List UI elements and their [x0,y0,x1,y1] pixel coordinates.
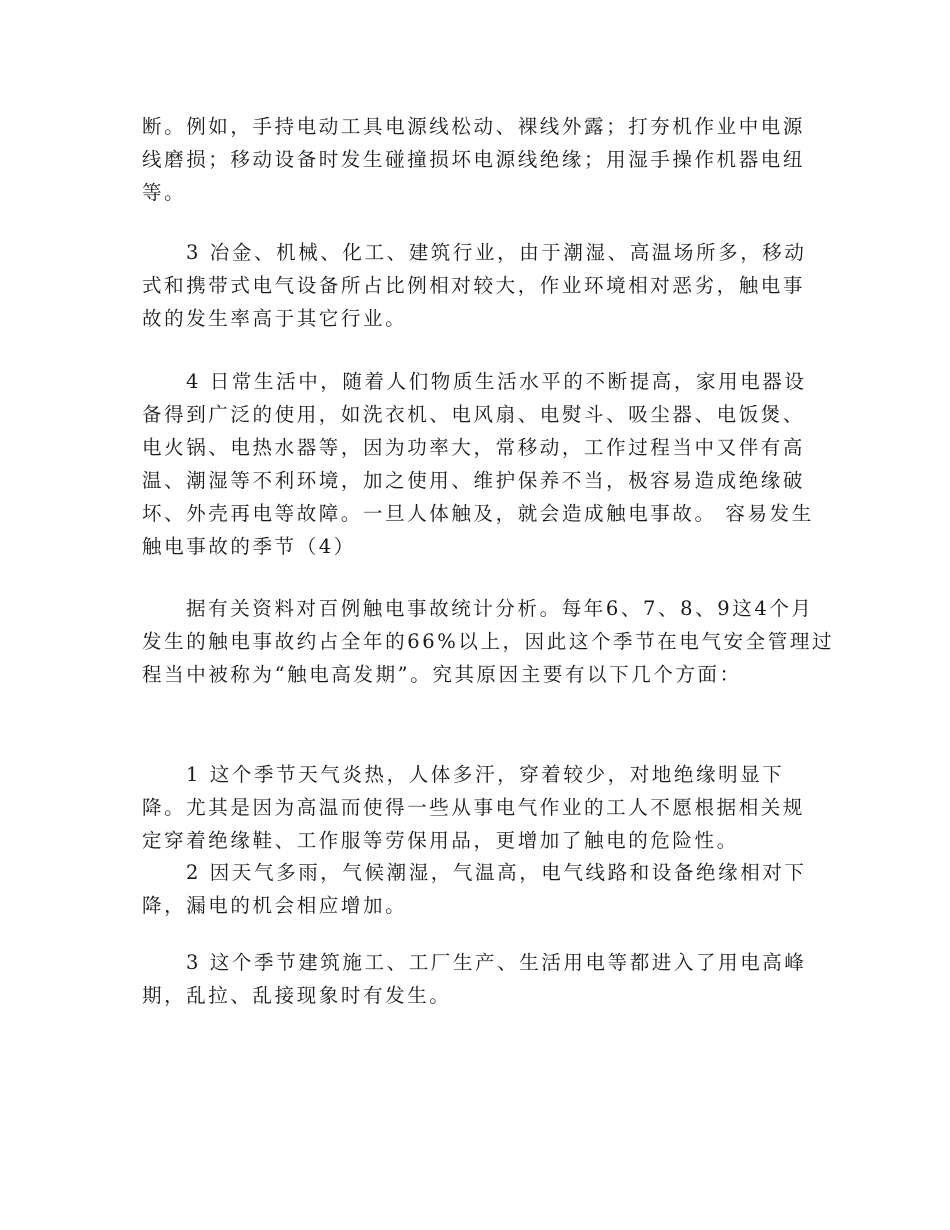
text-line: 期，乱拉、乱接现象时有发生。 [142,984,452,1007]
text-line: 发生的触电事故约占全年的66%以上，因此这个季节在电气安全管理过 [142,630,835,653]
text-line: 3 冶金、机械、化工、建筑行业，由于潮湿、高温场所多，移动 [186,241,807,264]
text-line: 程当中被称为“触电高发期”。究其原因主要有以下几个方面： [142,663,742,686]
text-line: 2 因天气多雨，气候潮湿，气温高，电气线路和设备绝缘相对下 [186,861,807,884]
paragraph-reason-1 [142,758,812,857]
paragraph-continuation [142,110,812,209]
text-line: 式和携带式电气设备所占比例相对较大，作业环境相对恶劣，触电事 [142,274,806,297]
text-line: 线磨损；移动设备时发生碰撞损坏电源线绝缘；用湿手操作机器电纽 [142,148,806,171]
text-line: 降，漏电的机会相应增加。 [142,894,408,917]
text-line: 等。 [142,181,187,204]
paragraph-season-stats [142,592,835,691]
paragraph-industry [142,236,812,335]
text-line: 降。尤其是因为高温而使得一些从事电气作业的工人不愿根据相关规 [142,796,806,819]
text-line: 电火锅、电热水器等，因为功率大，常移动，工作过程当中又伴有高 [142,436,806,459]
text-line: 触电事故的季节（4） [142,535,356,558]
text-line: 故的发生率高于其它行业。 [142,307,408,330]
paragraph-reason-3 [142,946,812,1012]
text-line: 温、潮湿等不利环境，加之使用、维护保养不当，极容易造成绝缘破 [142,469,806,492]
text-line: 备得到广泛的使用，如洗衣机、电风扇、电熨斗、吸尘器、电饭煲、 [142,403,806,426]
paragraph-reason-2 [142,856,812,922]
paragraph-daily-life [142,365,812,563]
text-line: 坏、外壳再电等故障。一旦人体触及，就会造成触电事故。 容易发生 [142,502,814,525]
text-line: 据有关资料对百例触电事故统计分析。每年6、7、8、9这4个月 [186,597,814,620]
text-line: 定穿着绝缘鞋、工作服等劳保用品，更增加了触电的危险性。 [142,829,739,852]
text-line: 3 这个季节建筑施工、工厂生产、生活用电等都进入了用电高峰 [186,951,807,974]
text-line: 1 这个季节天气炎热，人体多汗，穿着较少，对地绝缘明显下 [186,763,785,786]
text-line: 断。例如，手持电动工具电源线松动、裸线外露；打夯机作业中电源 [142,115,806,138]
text-line: 4 日常生活中，随着人们物质生活水平的不断提高，家用电器设 [186,370,807,393]
